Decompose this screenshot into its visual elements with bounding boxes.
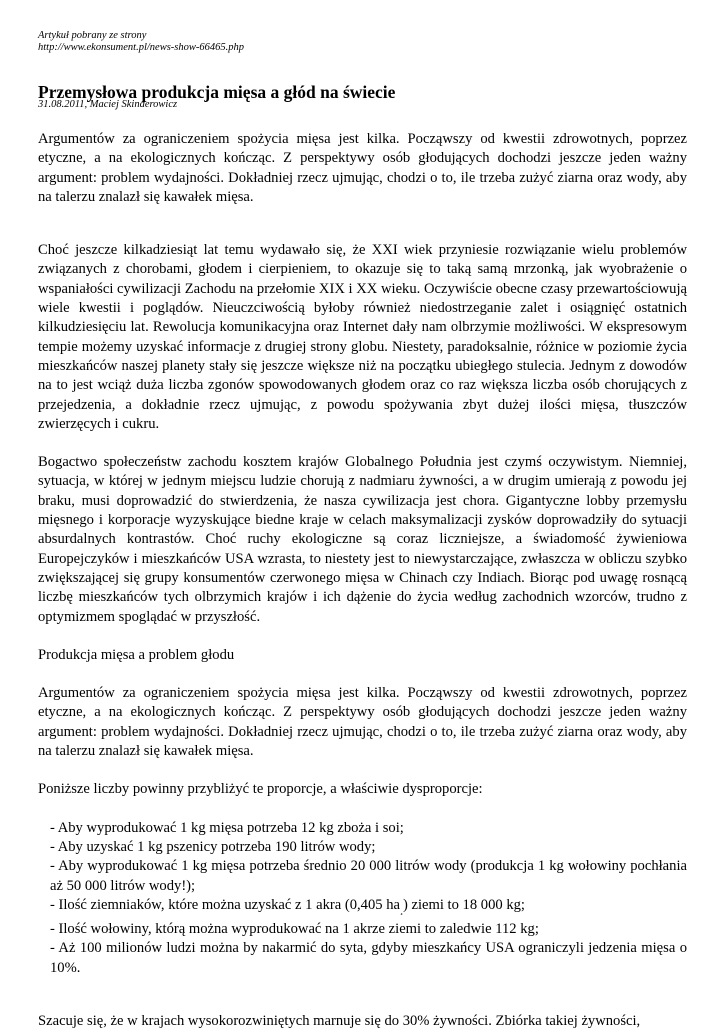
list-item-text: - Aby wyprodukować 1 kg mięsa potrzeba średnio 20 000 litrów wody (produkcja 1 kg wołowiny pochłania aż 50 000 litrów wody!); [50,858,687,894]
list-item: - Aby wyprodukować 1 kg mięsa potrzeba 12 kg zboża i soi; [50,819,404,836]
list-item [38,896,687,920]
document-page [38,30,687,1031]
list-item: - Aż 100 milionów ludzi można by nakarmić do syta, gdyby mieszkańcy USA ograniczyli jedzenia mięsa o 10%. [50,940,687,976]
paragraph-list-intro: Poniższe liczby powinny przybliżyć te proporcje, a właściwie dysproporcje: [38,781,483,798]
source-url: http://www.ekonsument.pl/news-show-66465.php [38,42,245,53]
source-line: Artykuł pobrany ze strony [38,30,147,41]
source-header [38,30,687,54]
statistics-list [38,819,687,978]
list-item-text-a: - Ilość ziemniaków, które można uzyskać z 1 akra (0,405 ha [50,896,400,913]
article-byline: 31.08.2011, Maciej Skinderowicz [38,99,178,110]
paragraph-fourth: Argumentów za ograniczeniem spożycia mięsa jest kilka. Począwszy od kwestii zdrowotnych, poprzez etyczne, a na ekologicznych kończąc. Z perspektywy osób głodujących dochodzi jeszcze jeden ważny argument: problem wydajności. Dokładniej rzecz ujmując, chodzi o to, ile trzeba zużyć ziarna oraz wody, aby na talerzu znalazł się kawałek mięsa. [38,685,687,760]
list-item: - Ilość wołowiny, którą można wyprodukować na 1 akrze ziemi to zaledwie 112 kg; [50,921,539,937]
list-item-text-b: ) ziemi to 18 000 kg; [402,896,525,913]
paragraph-intro: Argumentów za ograniczeniem spożycia mięsa jest kilka. Począwszy od kwestii zdrowotnych, poprzez etyczne, a na ekologicznych kończąc. Z perspektywy osób głodujących dochodzi jeszcze jeden ważny argument: problem wydajności. Dokładniej rzecz ujmując, chodzi o to, ile trzeba zużyć ziarna oraz wody, aby na talerzu znalazł się kawałek mięsa. [38,131,687,205]
article-title: Przemysłowa produkcja mięsa a głód na świecie [38,82,396,102]
section-heading: Produkcja mięsa a problem głodu [38,646,235,663]
list-item-sub: ¸ [399,904,403,915]
paragraph-second: Choć jeszcze kilkadziesiąt lat temu wydawało się, że XXI wiek przyniesie rozwiązanie wielu problemów związanych z chorobami, głodem i cierpieniem, to okazuje się to taką samą mrzonką, jak wyobrażenie o wspaniałości cywilizacji Zachodu na przełomie XIX i XX wieku. Oczywiście obecne czasy przewartościowują wiele kwestii i poglądów. Nieuczciwością byłoby również niedostrzeganie zalet i osiągnięć ostatnich kilkudziesięciu lat. Rewolucja komunikacyjna oraz Internet dały nam olbrzymie możliwości. W ekspresowym tempie możemy uzyskać informacje z drugiej strony globu. Niestety, paradoksalnie, różnice w poziomie życia mieszkańców naszej planety stały się jeszcze większe niż na początku ubiegłego stulecia. Jednym z dowodów na to jest wciąż duża liczba zgonów spowodowanych głodem oraz co raz większa liczba osób chorujących z przejedzenia, a dokładnie rzecz ujmując, z powodu spożywania zbyt dużej ilości mięsa, tłuszczów zwierzęcych i cukru. [38,242,687,432]
list-item [38,857,687,896]
list-item: - Aby uzyskać 1 kg pszenicy potrzeba 190 litrów wody; [50,838,376,855]
paragraph-third: Bogactwo społeczeństw zachodu kosztem krajów Globalnego Południa jest czymś oczywistym. Niemniej, sytuacja, w której w jednym miejscu ludzie chorują z nadmiaru żywności, a w drugim umierają z powodu jej braku, musi doprowadzić do stwierdzenia, że nasza cywilizacja jest chora. Gigantyczne lobby przemysłu mięsnego i korporacje wyzyskujące biedne kraje w celach maksymalizacji zysków doprowadziły do sytuacji absurdalnych kontrastów. Choć ruchy ekologiczne są coraz liczniejsze, a świadomość żywieniowa Europejczyków i mieszkańców USA wzrasta, to niestety jest to niewystarczające, zwłaszcza w obliczu szybko zwiększającej się grupy konsumentów czerwonego mięsa w Chinach czy Indiach. Biorąc pod uwagę rosnącą liczbę mieszkańców tych olbrzymich krajów i ich dążenie do życia według zachodnich wzorców, trudno z optymizmem spoglądać w przyszłość. [38,454,687,625]
paragraph-last: Szacuje się, że w krajach wysokorozwiniętych marnuje się do 30% żywności. Zbiórka takiej żywności, [38,1012,641,1029]
